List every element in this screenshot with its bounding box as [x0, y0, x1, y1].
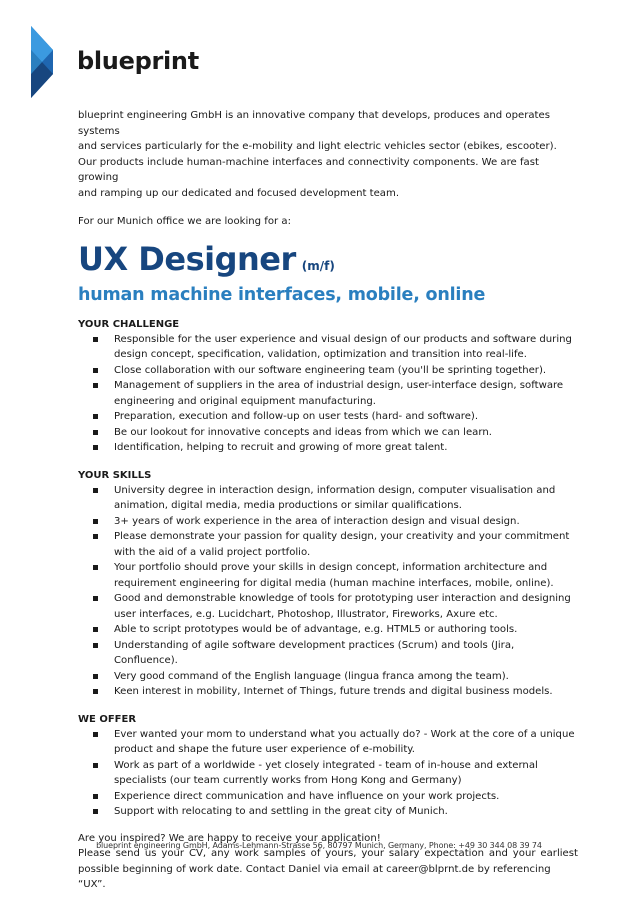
square-bullet-icon [93, 643, 98, 648]
list-item-line: University degree in interaction design, information design, computer visualisation and [114, 484, 556, 496]
list-item-line: Able to script prototypes would be of advantage, e.g. HTML5 or authoring tools. [114, 624, 518, 635]
logo-mark-icon [31, 26, 71, 98]
closing-line: Please send us your CV, any work samples of yours, your salary expectation and your earliest [78, 848, 578, 859]
job-subtitle: human machine interfaces, mobile, online [78, 284, 486, 305]
bullet-list [78, 332, 578, 456]
list-item-line: Identification, helping to recruit and growing of more great talent. [114, 442, 448, 453]
square-bullet-icon [93, 627, 98, 632]
blueprint-logo [31, 26, 71, 98]
list-item [114, 514, 578, 530]
list-item [114, 789, 578, 805]
square-bullet-icon [93, 674, 98, 679]
list-item-line: Understanding of agile software development practices (Scrum) and tools (Jira, Confluence). [114, 639, 515, 666]
list-item [114, 560, 578, 591]
list-item-line: 3+ years of work experience in the area of interaction design and visual design. [114, 515, 520, 527]
list-item-line: Preparation, execution and follow-up on user tests (hard- and software). [114, 411, 479, 422]
list-item-line: product and shape the future user experience of e-mobility. [114, 744, 416, 755]
list-item-line: with the aid of a valid project portfolio. [114, 546, 311, 558]
list-item [114, 727, 578, 758]
list-item [114, 425, 578, 441]
square-bullet-icon [93, 565, 98, 570]
job-title: UX Designer [78, 239, 296, 278]
square-bullet-icon [93, 763, 98, 768]
list-item [114, 804, 578, 820]
square-bullet-icon [93, 794, 98, 799]
square-bullet-icon [93, 689, 98, 694]
list-item-line: Be our lookout for innovative concepts and ideas from which we can learn. [114, 426, 492, 438]
list-item-line: Responsible for the user experience and visual design of our products and software during [114, 333, 572, 345]
list-item [114, 483, 578, 514]
list-item-line: specialists (our team currently works from Hong Kong and Germany) [114, 775, 462, 786]
square-bullet-icon [93, 445, 98, 450]
list-item-line: Work as part of a worldwide - yet closely integrated - team of in-house and external [114, 759, 538, 771]
list-item-line: Please demonstrate your passion for quality design, your creativity and your commitment [114, 531, 570, 542]
intro-line: blueprint engineering GmbH is an innovative company that develops, produces and operates systems [78, 110, 550, 137]
list-item [114, 440, 578, 456]
section-heading: WE OFFER [78, 713, 137, 725]
square-bullet-icon [93, 383, 98, 388]
square-bullet-icon [93, 519, 98, 524]
closing-paragraph [78, 831, 578, 893]
list-item [114, 332, 578, 363]
job-title-row [78, 239, 578, 278]
footer-address: blueprint engineering GmbH, Adams-Lehmann-Strasse 56, 80797 Munich, Germany, Phone: +49 30 344 08 39 74 [96, 841, 542, 850]
square-bullet-icon [93, 809, 98, 814]
list-item-line: Support with relocating to and settling in the great city of Munich. [114, 806, 448, 817]
list-item [114, 622, 578, 638]
list-item-line: Keen interest in mobility, Internet of Things, future trends and digital business models. [114, 686, 553, 697]
list-item-line: user interfaces, e.g. Lucidchart, Photoshop, Illustrator, Fireworks, Axure etc. [114, 608, 498, 620]
list-item-line: Very good command of the English language (lingua franca among the team). [114, 670, 509, 682]
square-bullet-icon [93, 414, 98, 419]
list-item-line: design concept, specification, validation, optimization and transition into real-life. [114, 349, 527, 360]
intro-line: Our products include human-machine interfaces and connectivity components. We are fast growing [78, 156, 539, 183]
gender-note: (m/f) [301, 258, 335, 273]
square-bullet-icon [93, 337, 98, 342]
square-bullet-icon [93, 534, 98, 539]
list-item [114, 638, 578, 669]
list-item-line: Ever wanted your mom to understand what you actually do? - Work at the core of a unique [114, 728, 575, 740]
list-item-line: Management of suppliers in the area of industrial design, user-interface design, software [114, 380, 564, 391]
intro-line: and ramping up our dedicated and focused development team. [78, 187, 400, 199]
brand-name: blueprint [77, 47, 199, 75]
list-item [114, 409, 578, 425]
list-item [114, 378, 578, 409]
closing-line: possible beginning of work date. Contact Daniel via email at career@blprnt.de by referencing “UX”. [78, 863, 551, 890]
section-heading: YOUR SKILLS [78, 469, 152, 481]
closing-question: Are you inspired? We are happy to receive your application! [78, 832, 381, 844]
list-item-line: Experience direct communication and have influence on your work projects. [114, 790, 500, 802]
list-item [114, 591, 578, 622]
list-item [114, 669, 578, 685]
square-bullet-icon [93, 430, 98, 435]
list-item [114, 529, 578, 560]
list-item [114, 684, 578, 700]
list-item [114, 758, 578, 789]
intro-line: and services particularly for the e-mobility and light electric vehicles sector (ebikes, escooter). [78, 141, 557, 152]
job-posting [78, 108, 578, 893]
list-item-line: Your portfolio should prove your skills in design concept, information architecture and [114, 562, 548, 573]
looking-for-text: For our Munich office we are looking for a: [78, 216, 291, 227]
bullet-list [78, 483, 578, 700]
list-item [114, 363, 578, 379]
square-bullet-icon [93, 488, 98, 493]
list-item-line: animation, digital media, media productions or similar qualifications. [114, 500, 462, 511]
sections [78, 317, 578, 820]
section-heading: YOUR CHALLENGE [78, 318, 180, 330]
square-bullet-icon [93, 596, 98, 601]
list-item-line: Close collaboration with our software engineering team (you'll be sprinting together). [114, 364, 547, 376]
list-item-line: Good and demonstrable knowledge of tools for prototyping user interaction and designing [114, 593, 571, 604]
list-item-line: requirement engineering for digital media (human machine interfaces, mobile, online). [114, 577, 554, 589]
list-item-line: engineering and original equipment manufacturing. [114, 395, 376, 407]
square-bullet-icon [93, 732, 98, 737]
square-bullet-icon [93, 368, 98, 373]
bullet-list [78, 727, 578, 820]
intro-paragraph [78, 108, 578, 201]
